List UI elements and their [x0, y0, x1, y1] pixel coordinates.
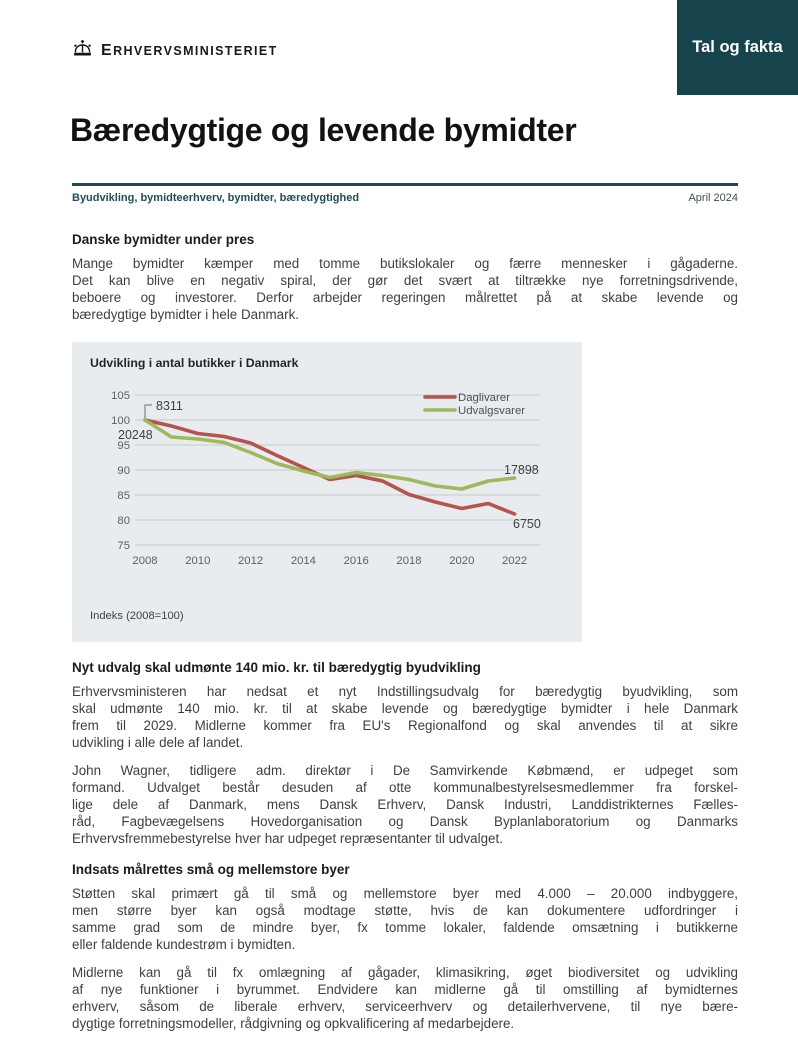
paragraph [72, 762, 738, 847]
text-line: frem til 2029. Midlerne kommer fra EU's Regionalfond og skal anvendes til at sikre [72, 718, 738, 733]
text-line: bæredygtige bymidter i hele Danmark. [72, 307, 300, 322]
tal-og-fakta-badge [677, 0, 798, 95]
svg-text:75: 75 [117, 540, 130, 552]
section-indsats [72, 862, 738, 1043]
text-line: men større byer kan også modtage støtte, hvis de kan dokumentere udfordringer i [72, 903, 738, 918]
text-line: Mange bymidter kæmper med tomme butikslokaler og færre mennesker i gågaderne. [72, 256, 738, 271]
text-line: erhverv, såsom de liberale erhverv, serviceerhverv og detailerhvervene, til nye bære- [72, 999, 738, 1014]
text-line: samme grad som de mindre byer, fx tomme lokaler, faldende omsætning i butikkerne [72, 920, 738, 935]
svg-text:80: 80 [117, 515, 130, 527]
badge-label: Tal og fakta [692, 38, 783, 56]
page-title: Bæredygtige og levende bymidter [70, 112, 577, 148]
paragraph [72, 964, 738, 1032]
svg-text:Udvikling i antal butikker i D: Udvikling i antal butikker i Danmark [90, 356, 299, 370]
section-heading: Indsats målrettes små og mellemstore byer [72, 862, 350, 877]
svg-text:8311: 8311 [156, 399, 183, 413]
svg-text:17898: 17898 [504, 463, 539, 477]
text-line: dygtige forretningsmodeller, rådgivning og opkvalificering af medarbejdere. [72, 1016, 515, 1031]
svg-text:2014: 2014 [290, 555, 316, 567]
publication-date: April 2024 [688, 192, 738, 204]
text-line: skal udmønte 140 mio. kr. til at skabe levende og bæredygtige bymidter i hele Danmark [72, 701, 738, 716]
paragraph [72, 683, 738, 751]
svg-text:2018: 2018 [396, 555, 422, 567]
paragraph [72, 885, 738, 953]
svg-text:Indeks (2008=100): Indeks (2008=100) [90, 610, 184, 622]
svg-text:105: 105 [111, 390, 130, 402]
section-danske-bymidter [72, 232, 738, 334]
svg-text:90: 90 [117, 465, 130, 477]
svg-text:2008: 2008 [132, 555, 158, 567]
svg-text:6750: 6750 [513, 517, 541, 531]
text-line: lige dele af Danmark, mens Dansk Erhverv, Dansk Industri, Landdistrikternes Fælles- [72, 797, 738, 812]
text-line: Erhvervsministeren har nedsat et nyt Indstillingsudvalg for bæredygtig byudvikling, som [72, 684, 738, 699]
svg-text:100: 100 [111, 415, 130, 427]
section-heading: Nyt udvalg skal udmønte 140 mio. kr. til bæredygtig byudvikling [72, 660, 481, 675]
text-line: formand. Udvalget består desuden af otte kommunalbestyrelsesmedlemmer fra forskel- [72, 780, 738, 795]
butikker-chart [72, 342, 582, 642]
svg-text:Daglivarer: Daglivarer [458, 392, 510, 404]
svg-text:2016: 2016 [343, 555, 369, 567]
text-line: beboere og investorer. Derfor arbejder regeringen målrettet på at skabe levende og [72, 290, 738, 305]
text-line: råd, Fagbevægelsens Hovedorganisation og Dansk Byplanlaboratorium og Danmarks [72, 814, 738, 829]
section-nyt-udvalg [72, 660, 738, 858]
text-line: John Wagner, tidligere adm. direktør i De Samvirkende Købmænd, er udpeget som [72, 763, 738, 778]
svg-text:2010: 2010 [185, 555, 211, 567]
text-line: Erhvervsfremmebestyrelse hver har udpeget repræsentanter til udvalget. [72, 831, 503, 846]
meta-row [72, 192, 738, 204]
paragraph [72, 255, 738, 323]
svg-text:2020: 2020 [449, 555, 475, 567]
section-heading: Danske bymidter under pres [72, 232, 255, 247]
keyword-tags: Byudvikling, bymidteerhverv, bymidter, bæredygtighed [72, 192, 360, 204]
svg-text:2022: 2022 [502, 555, 528, 567]
text-line: eller faldende kundestrøm i bymidten. [72, 937, 296, 952]
text-line: Støtten skal primært gå til små og mellemstore byer med 4.000 – 20.000 indbyggere, [72, 886, 738, 901]
svg-text:2012: 2012 [238, 555, 264, 567]
ministry-logo [71, 38, 278, 63]
svg-text:95: 95 [117, 440, 130, 452]
ministry-name: ERHVERVSMINISTERIET [101, 41, 278, 59]
text-line: udvikling i alle dele af landet. [72, 735, 244, 750]
text-line: Midlerne kan gå til fx omlægning af gågader, klimasikring, øget biodiversitet og udvikling [72, 965, 738, 980]
svg-text:Udvalgsvarer: Udvalgsvarer [458, 405, 526, 417]
title-divider [72, 183, 738, 186]
crown-icon [71, 38, 94, 63]
text-line: Det kan blive en negativ spiral, der gør det svært at tiltrække nye forretningsdrivende, [72, 273, 738, 288]
svg-text:20248: 20248 [118, 428, 153, 442]
svg-text:85: 85 [117, 490, 130, 502]
line-chart-canvas [72, 342, 582, 642]
text-line: af nye funktioner i byrummet. Endvidere kan midlerne gå til omstilling af bymidternes [72, 982, 738, 997]
